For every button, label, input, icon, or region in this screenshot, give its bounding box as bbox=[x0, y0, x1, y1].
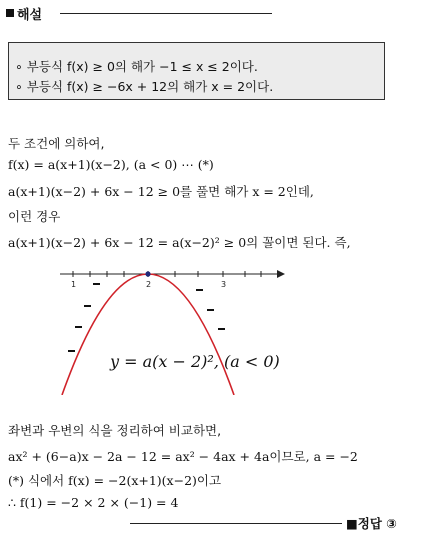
conclusion-line-1: 좌변과 우변의 식을 정리하여 비교하면, bbox=[8, 423, 222, 438]
black-square-icon bbox=[6, 9, 14, 17]
condition-box bbox=[8, 42, 385, 100]
axis-arrow-icon bbox=[277, 270, 285, 278]
solution-line-1: 두 조건에 의하여, bbox=[8, 136, 105, 151]
conclusion-line-3: (*) 식에서 f(x) = −2(x+1)(x−2)이고 bbox=[8, 473, 222, 488]
parabola-equation: y = a(x − 2)², (a < 0) bbox=[110, 352, 280, 371]
section-title: 해설 bbox=[17, 7, 43, 23]
footer-divider bbox=[130, 523, 342, 524]
conclusion-line-4: ∴ f(1) = −2 × 2 × (−1) = 4 bbox=[8, 495, 179, 510]
negative-sign-marks bbox=[68, 284, 225, 351]
parabola-graph bbox=[55, 265, 285, 395]
solution-line-2: f(x) = a(x+1)(x−2), (a < 0) ⋯ (*) bbox=[8, 157, 214, 172]
solution-line-3: a(x+1)(x−2) + 6x − 12 ≥ 0를 풀면 해가 x = 2인데, bbox=[8, 184, 314, 199]
tick-label-2: 2 bbox=[146, 280, 152, 289]
parabola-curve bbox=[62, 274, 234, 395]
condition-2: ∘ 부등식 f(x) ≥ −6x + 12의 해가 x = 2이다. bbox=[15, 79, 274, 94]
solution-line-5: a(x+1)(x−2) + 6x − 12 = a(x−2)² ≥ 0의 꼴이면 된다. 즉, bbox=[8, 235, 351, 250]
section-header bbox=[6, 3, 42, 23]
conclusion-line-2: ax² + (6−a)x − 2a − 12 = ax² − 4ax + 4a이므로, a = −2 bbox=[8, 449, 358, 464]
condition-1: ∘ 부등식 f(x) ≥ 0의 해가 −1 ≤ x ≤ 2이다. bbox=[15, 59, 258, 74]
header-divider bbox=[60, 13, 272, 14]
answer-label: ■정답 ③ bbox=[346, 516, 397, 531]
solution-line-4: 이런 경우 bbox=[8, 209, 61, 224]
tick-label-3: 3 bbox=[221, 280, 227, 289]
vertex-point bbox=[145, 271, 150, 276]
tick-label-1: 1 bbox=[71, 280, 77, 289]
